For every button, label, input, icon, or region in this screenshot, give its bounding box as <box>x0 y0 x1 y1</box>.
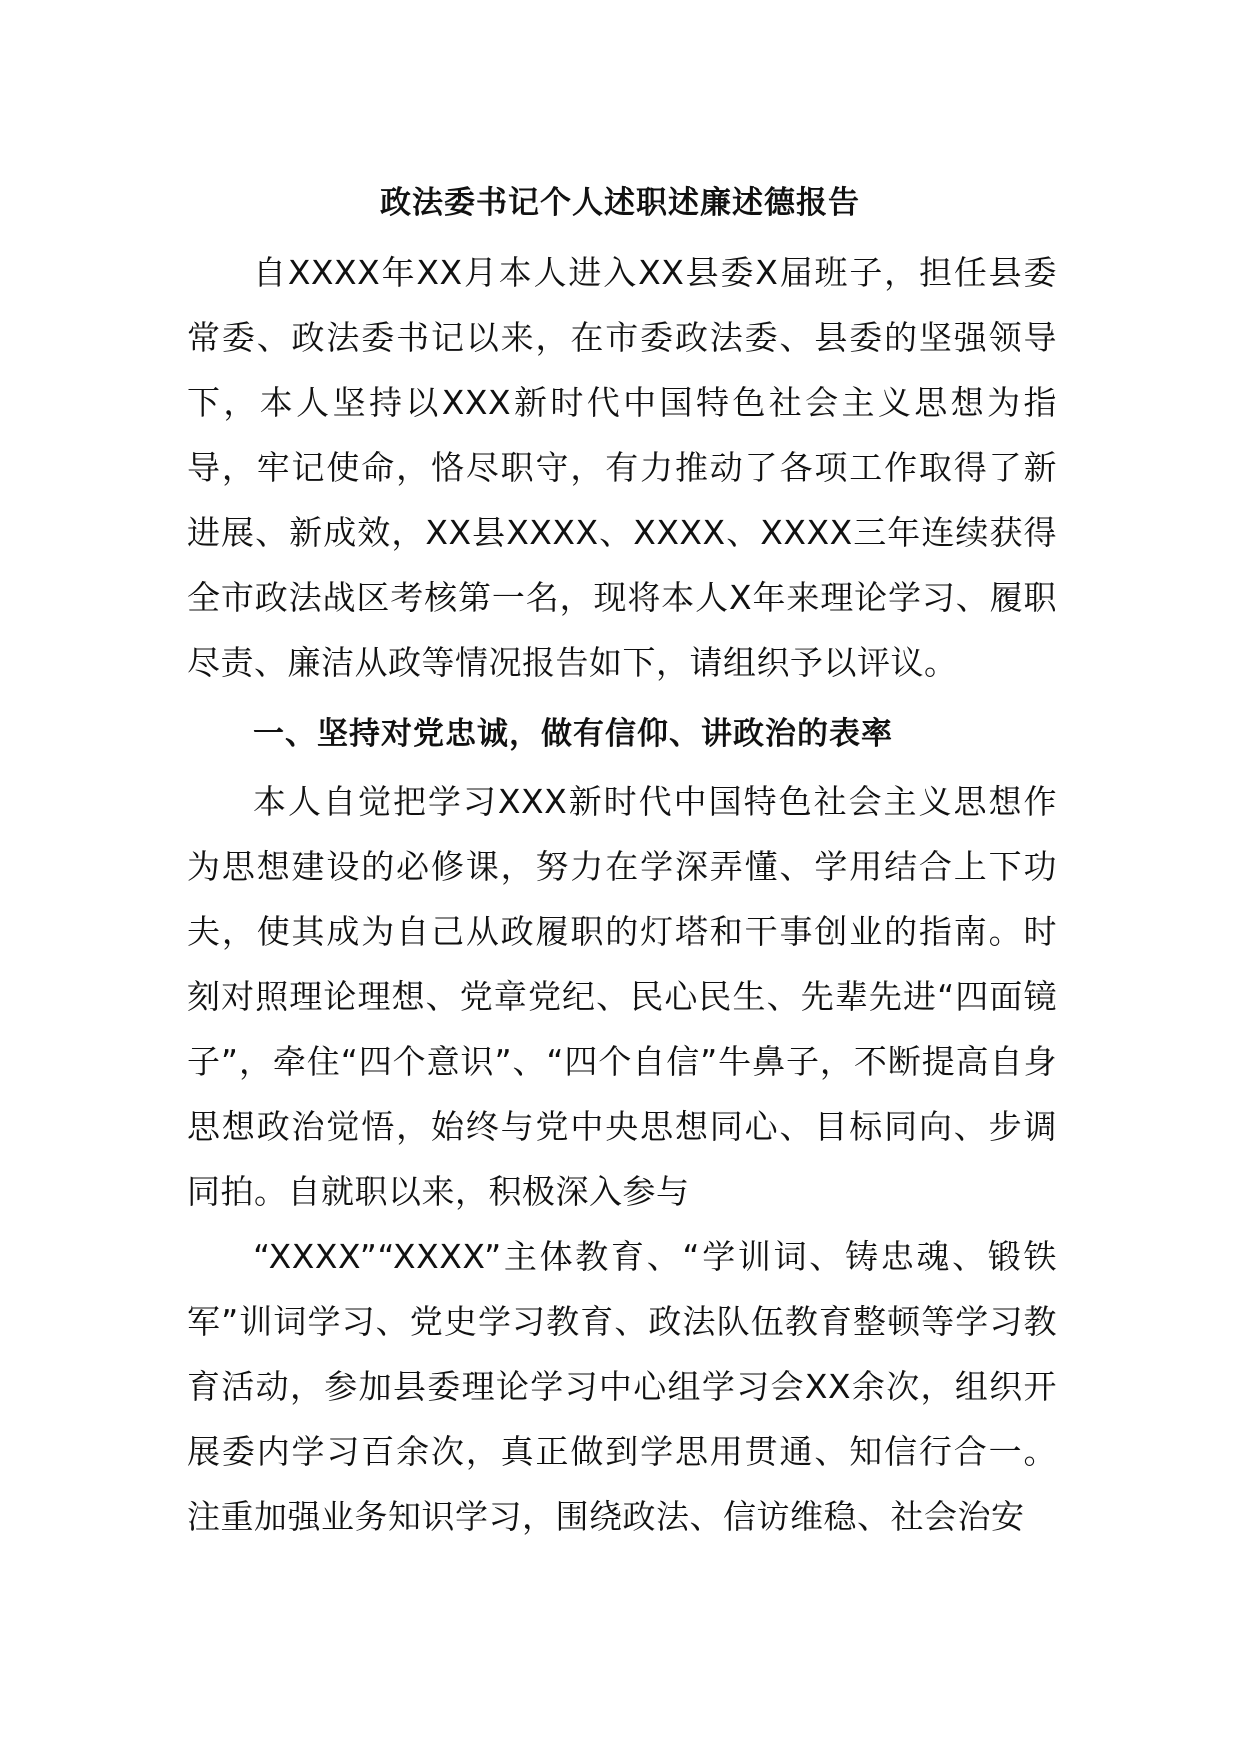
section-heading: 一、坚持对党忠诚，做有信仰、讲政治的表率 <box>253 716 893 752</box>
page-title: 政法委书记个人述职述廉述德报告 <box>380 185 860 221</box>
body-paragraph: 自XXXX年XX月本人进入XX县委X届班子，担任县委常委、政法委书记以来，在市委政法委、县委的坚强领导下，本人坚持以XXX新时代中国特色社会主义思想为指导，牢记使命，恪尽职守，有力推动了各项工作取得了新进展、新成效，XX县XXXX、XXXX、XXXX三年连续获得全市政法战区考核第一名，现将本人X年来理论学习、履职尽责、廉洁从政等情况报告如下，请组织予以评议。 <box>187 253 1057 682</box>
body-paragraph: 本人自觉把学习XXX新时代中国特色社会主义思想作为思想建设的必修课，努力在学深弄懂、学用结合上下功夫，使其成为自己从政履职的灯塔和干事创业的指南。时刻对照理论理想、党章党纪、民心民生、先辈先进“四面镜子”，牵住“四个意识”、“四个自信”牛鼻子，不断提高自身思想政治觉悟，始终与党中央思想同心、目标同向、步调同拍。自就职以来，积极深入参与 <box>187 782 1057 1211</box>
body-paragraph: “XXXX”“XXXX”主体教育、“学训词、铸忠魂、锻铁军”训词学习、党史学习教育、政法队伍教育整顿等学习教育活动，参加县委理论学习中心组学习会XX余次，组织开展委内学习百余次，真正做到学思用贯通、知信行合一。注重加强业务知识学习，围绕政法、信访维稳、社会治安 <box>187 1237 1057 1536</box>
